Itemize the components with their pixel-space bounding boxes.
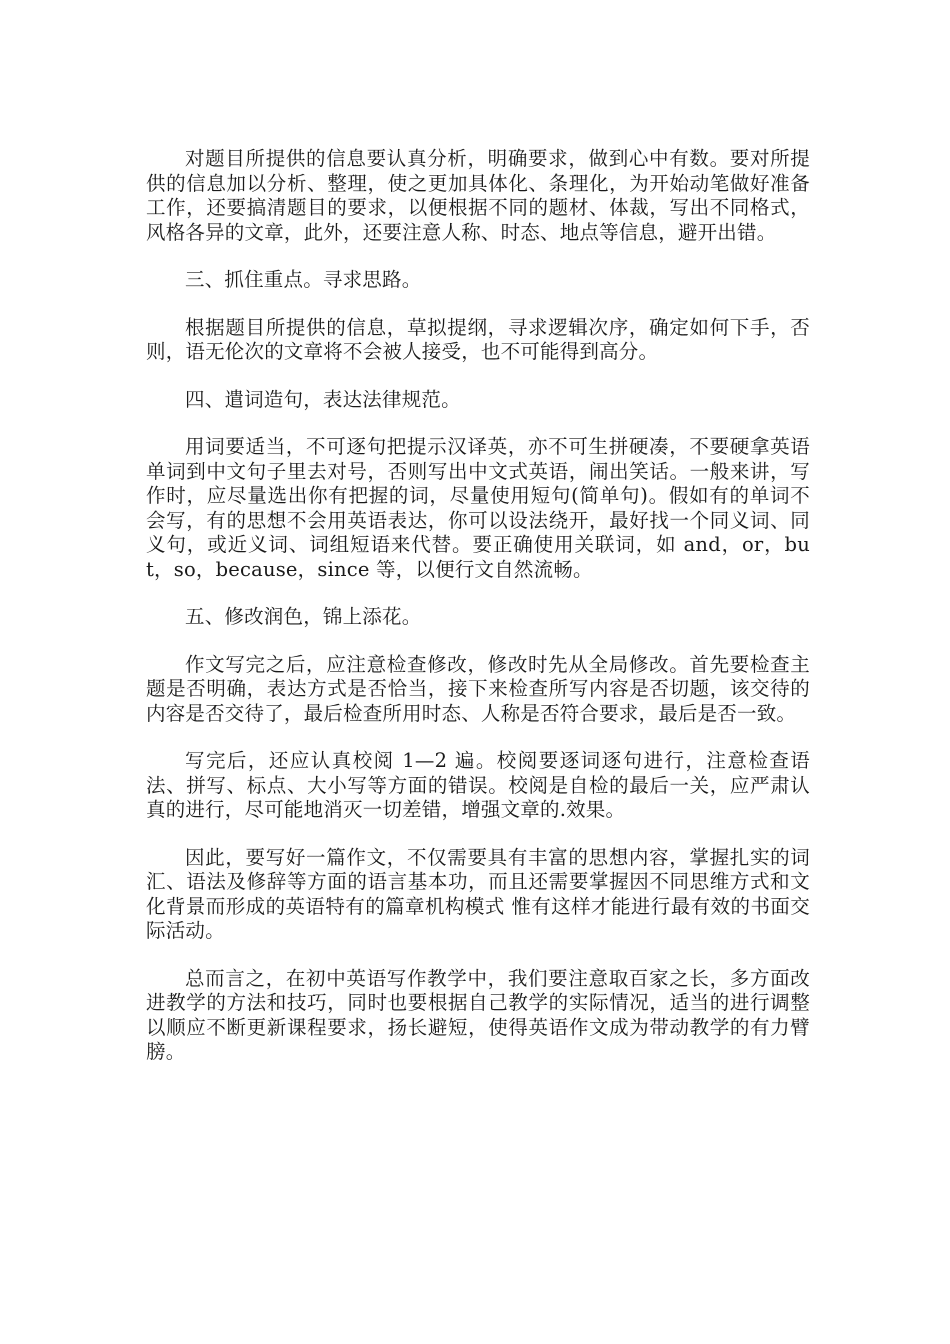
paragraph-revision: 作文写完之后，应注意检查修改，修改时先从全局修改。首先要检查主题是否明确，表达方式是否恰当，接下来检查所写内容是否切题，该交待的内容是否交待了，最后检查所用时态、人称是否符合要求，最后是否一致。 [146, 652, 810, 725]
paragraph-outline: 根据题目所提供的信息，草拟提纲，寻求逻辑次序，确定如何下手，否则，语无伦次的文章将不会被人接受，也不可能得到高分。 [146, 315, 810, 363]
paragraph-summary: 总而言之，在初中英语写作教学中，我们要注意取百家之长，多方面改进教学的方法和技巧，同时也要根据自己教学的实际情况，适当的进行调整以顺应不断更新课程要求，扬长避短，使得英语作文成为带动教学的有力臂膀。 [146, 966, 810, 1063]
heading-section-four: 四、遣词造句，表达法律规范。 [185, 387, 461, 411]
paragraph-analysis: 对题目所提供的信息要认真分析，明确要求，做到心中有数。要对所提供的信息加以分析、整理，使之更加具体化、条理化，为开始动笔做好准备工作，还要搞清题目的要求，以便根据不同的题材、体裁，写出不同格式，风格各异的文章，此外，还要注意人称、时态、地点等信息，避开出错。 [146, 147, 810, 244]
document-body [146, 147, 810, 1088]
paragraph-word-choice: 用词要适当，不可逐句把提示汉译英，亦不可生拼硬凑，不要硬拿英语单词到中文句子里去对号，否则写出中文式英语，闹出笑话。一般来讲，写作时，应尽量选出你有把握的词，尽量使用短句(简单句)。假如有的单词不会写，有的思想不会用英语表达，你可以设法绕开，最好找一个同义词、同义句，或近义词、词组短语来代替。要正确使用关联词，如 and，or，but，so，because，since 等，以便行文自然流畅。 [146, 435, 810, 581]
heading-section-three: 三、抓住重点。寻求思路。 [185, 268, 422, 291]
heading-section-five: 五、修改润色，锦上添花。 [185, 605, 422, 628]
paragraph-conclusion-skills: 因此，要写好一篇作文，不仅需要具有丰富的思想内容，掌握扎实的词汇、语法及修辞等方面的语言基本功，而且还需要掌握因不同思维方式和文化背景而形成的英语特有的篇章机构模式 惟有这样才能进行最有效的书面交际活动。 [146, 845, 810, 942]
paragraph-proofreading: 写完后，还应认真校阅 1—2 遍。校阅要逐词逐句进行，注意检查语法、拼写、标点、大小写等方面的错误。校阅是自检的最后一关，应严肃认真的进行，尽可能地消灭一切差错，增强文章的.效果。 [146, 749, 810, 821]
